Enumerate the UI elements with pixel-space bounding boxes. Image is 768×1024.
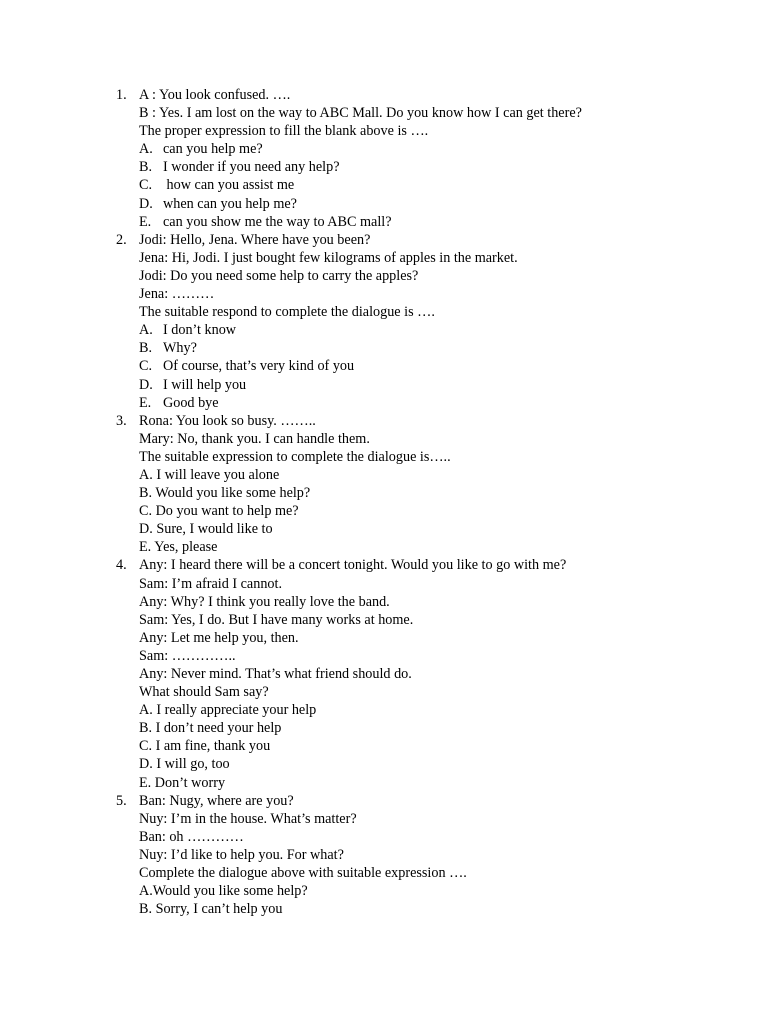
question-text: Jena: ……… — [139, 286, 215, 303]
answer-option — [0, 737, 768, 755]
question-text: Sam: Yes, I do. But I have many works at home. — [139, 611, 414, 628]
question-text: The suitable expression to complete the dialogue is….. — [139, 448, 451, 465]
question-line — [0, 122, 768, 140]
option-text: Good bye — [163, 394, 219, 411]
question-text: Nuy: I’d like to help you. For what? — [139, 846, 344, 863]
option-letter: B. — [139, 901, 153, 918]
option-letter: A. — [139, 322, 153, 339]
option-letter: A. — [139, 466, 153, 483]
question-line — [0, 556, 768, 574]
answer-option — [0, 755, 768, 773]
option-text: I will help you — [163, 376, 247, 393]
question-text: Mary: No, thank you. I can handle them. — [139, 430, 370, 447]
option-letter: C. — [139, 503, 153, 520]
answer-option — [0, 195, 768, 213]
option-letter: C. — [139, 177, 153, 194]
option-letter: E. — [139, 394, 152, 411]
question-text: Complete the dialogue above with suitable expression …. — [139, 865, 467, 882]
option-text: I really appreciate your help — [156, 702, 317, 719]
answer-option — [0, 484, 768, 502]
question-line — [0, 575, 768, 593]
question-text: The suitable respond to complete the dialogue is …. — [139, 304, 435, 321]
question-text: Jodi: Hello, Jena. Where have you been? — [139, 231, 371, 248]
answer-option — [0, 213, 768, 231]
question-text: Sam: ………….. — [139, 647, 236, 664]
option-text: Would you like some help? — [155, 485, 311, 502]
answer-option — [0, 701, 768, 719]
option-text: can you help me? — [163, 141, 263, 158]
question-line — [0, 430, 768, 448]
question-line — [0, 412, 768, 430]
option-text: I don’t know — [163, 322, 237, 339]
option-text: Would you like some help? — [152, 883, 308, 900]
question-line — [0, 448, 768, 466]
question-line — [0, 611, 768, 629]
option-text: can you show me the way to ABC mall? — [163, 213, 392, 230]
answer-option — [0, 176, 768, 194]
question-number: 1. — [116, 87, 127, 103]
question-item — [0, 556, 768, 791]
option-text: Sure, I would like to — [156, 521, 273, 538]
answer-option — [0, 140, 768, 158]
option-letter: A. — [139, 141, 153, 158]
answer-option — [0, 538, 768, 556]
question-text: Nuy: I’m in the house. What’s matter? — [139, 810, 357, 827]
question-line — [0, 683, 768, 701]
option-text: how can you assist me — [163, 177, 295, 194]
question-line — [0, 828, 768, 846]
answer-option — [0, 520, 768, 538]
option-text: Yes, please — [154, 539, 218, 556]
option-text: Of course, that’s very kind of you — [163, 358, 355, 375]
question-text: Rona: You look so busy. …….. — [139, 412, 316, 429]
question-line — [0, 647, 768, 665]
question-text: Any: Never mind. That’s what friend should do. — [139, 666, 412, 682]
answer-option — [0, 502, 768, 520]
question-text: Ban: Nugy, where are you? — [139, 792, 294, 809]
option-letter: E. — [139, 539, 152, 556]
answer-option — [0, 774, 768, 792]
answer-option — [0, 900, 768, 918]
question-text: Sam: I’m afraid I cannot. — [139, 575, 283, 592]
question-line — [0, 303, 768, 321]
question-number: 4. — [116, 557, 127, 574]
answer-option — [0, 321, 768, 339]
question-item — [0, 412, 768, 557]
question-text: Any: I heard there will be a concert tonight. Would you like to go with me? — [139, 557, 567, 574]
question-text: Jodi: Do you need some help to carry the apples? — [139, 267, 419, 284]
option-text: Why? — [163, 340, 197, 357]
question-text: Jena: Hi, Jodi. I just bought few kilograms of apples in the market. — [139, 249, 518, 266]
option-text: I wonder if you need any help? — [163, 159, 340, 176]
answer-option — [0, 158, 768, 176]
option-text: I am fine, thank you — [155, 738, 271, 755]
option-text: I will go, too — [156, 756, 230, 773]
option-letter: D. — [139, 756, 153, 773]
question-text: Ban: oh ………… — [139, 828, 244, 845]
question-line — [0, 792, 768, 810]
question-text: Any: Why? I think you really love the band. — [139, 593, 390, 610]
question-text: What should Sam say? — [139, 684, 269, 701]
option-letter: C. — [139, 358, 153, 375]
question-line — [0, 593, 768, 611]
answer-option — [0, 357, 768, 375]
question-line — [0, 629, 768, 647]
question-line — [0, 810, 768, 828]
option-letter: B. — [139, 485, 153, 502]
worksheet-document — [0, 86, 768, 918]
option-letter: D. — [139, 376, 153, 393]
option-letter: E. — [139, 774, 152, 791]
option-text: when can you help me? — [163, 195, 297, 212]
question-item — [0, 792, 768, 919]
answer-option — [0, 719, 768, 737]
question-number: 2. — [116, 231, 127, 248]
option-letter: D. — [139, 195, 153, 212]
question-text: Any: Let me help you, then. — [139, 629, 299, 646]
option-letter: C. — [139, 738, 153, 755]
option-letter: B. — [139, 340, 153, 357]
option-letter: B. — [139, 159, 153, 176]
option-text: Do you want to help me? — [155, 503, 299, 520]
question-line — [0, 846, 768, 864]
question-item — [0, 86, 768, 231]
question-text: A : You look confused. …. — [139, 87, 291, 103]
option-text: Sorry, I can’t help you — [155, 901, 283, 918]
option-text: I will leave you alone — [156, 466, 280, 483]
answer-option — [0, 376, 768, 394]
question-line — [0, 665, 768, 683]
option-letter: D. — [139, 521, 153, 538]
question-text: The proper expression to fill the blank above is …. — [139, 123, 429, 140]
question-number: 3. — [116, 412, 127, 429]
question-item — [0, 231, 768, 412]
option-text: Don’t worry — [154, 774, 226, 791]
option-letter: A. — [139, 702, 153, 719]
answer-option — [0, 882, 768, 900]
question-text: B : Yes. I am lost on the way to ABC Mall. Do you know how I can get there? — [139, 105, 582, 122]
option-letter: B. — [139, 720, 153, 737]
answer-option — [0, 466, 768, 484]
question-line — [0, 231, 768, 249]
question-number: 5. — [116, 792, 127, 809]
option-letter: E. — [139, 213, 152, 230]
question-line — [0, 285, 768, 303]
question-line — [0, 104, 768, 122]
question-line — [0, 267, 768, 285]
option-text: I don’t need your help — [155, 720, 282, 737]
answer-option — [0, 394, 768, 412]
option-letter: A. — [139, 883, 153, 900]
question-line — [0, 864, 768, 882]
question-line — [0, 86, 768, 104]
answer-option — [0, 339, 768, 357]
question-line — [0, 249, 768, 267]
